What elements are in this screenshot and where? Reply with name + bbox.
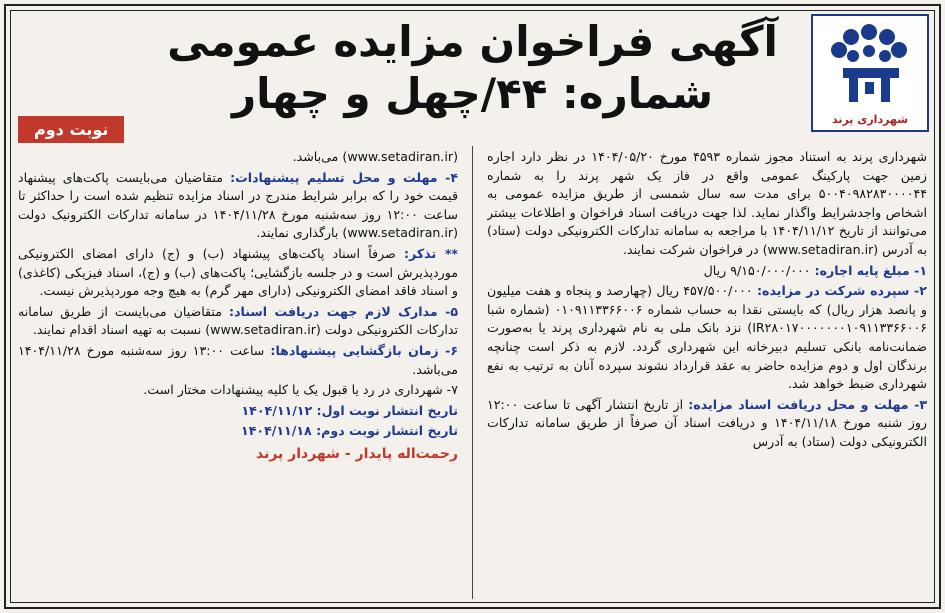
- item-2-heading: ۲- سپرده شرکت در مزایده:: [756, 283, 927, 299]
- first-publish-date: تاریخ انتشار نوبت اول: ۱۴۰۴/۱۱/۱۲: [241, 402, 458, 418]
- page-title: [150, 16, 795, 120]
- title-line-1: آگهی فراخوان مزایده عمومی: [167, 17, 778, 66]
- right-column: [487, 148, 927, 600]
- round-badge: نوبت دوم: [18, 116, 124, 143]
- title-line-2: شماره: ۴۴/چهل و چهار: [231, 69, 714, 118]
- item-1-heading: ۱- مبلغ پایه اجاره:: [814, 262, 927, 278]
- item-1: [487, 262, 927, 281]
- note-text: صرفاً اسناد پاکت‌های پیشنهاد (ب) و (ج) دارای امضای الکترونیکی موردپذیرش است و در جلسه بازگشایی؛ پاکت‌های (ب) و (ج)، اسناد فیزیکی (کاغذی) و اسناد فاقد امضای الکترونیکی (دارای مهر گرم) به هیچ وجه موردپذیرش نیست.: [18, 245, 458, 299]
- item-6-text: ساعت ۱۳:۰۰ روز سه‌شنبه مورخ ۱۴۰۴/۱۱/۲۸ می‌باشد.: [18, 342, 458, 377]
- item-5-text: متقاضیان می‌بایست از طریق سامانه تدارکات الکترونیکی دولت (www.setadiran.ir) نسبت به تهیه اسناد اقدام نمایند.: [18, 303, 458, 338]
- item-7: ۷- شهرداری در رد یا قبول یک یا کلیه پیشنهادات مختار است.: [143, 382, 458, 398]
- item-6-heading: ۶- زمان بازگشایی پیشنهادها:: [270, 342, 458, 358]
- municipality-logo: [811, 14, 929, 132]
- left-column: [18, 148, 458, 600]
- note-heading: ** تذکر:: [403, 245, 458, 261]
- logo-icon: [819, 20, 921, 110]
- signature: رحمت‌اله پایدار - شهردار پرند: [256, 445, 458, 462]
- note: [18, 245, 458, 301]
- logo-caption: شهرداری پرند: [831, 113, 909, 126]
- item-1-text: ۹/۱۵۰/۰۰۰/۰۰۰ ریال: [703, 262, 811, 278]
- item-3-heading: ۳- مهلت و محل دریافت اسناد مزایده:: [688, 396, 927, 412]
- item-4-text: متقاضیان می‌بایست پاکت‌های پیشنهاد قیمت خود را که برابر شرایط مندرج در اسناد مزایده تنظیم شده است را حداکثر تا ساعت ۱۲:۰۰ روز سه‌شنبه مورخ ۱۴۰۴/۱۱/۲۸ در سامانه تدارکات الکترونیک دولت (www.setadiran.ir) بارگذاری نمایند.: [18, 169, 458, 241]
- item-5-heading: ۵- مدارک لازم جهت دریافت اسناد:: [229, 303, 458, 319]
- second-publish-date: تاریخ انتشار نوبت دوم: ۱۴۰۴/۱۱/۱۸: [241, 423, 458, 439]
- item-5: [18, 303, 458, 340]
- item-2: [487, 282, 927, 394]
- item-3: [487, 396, 927, 452]
- item-2-text: ۴۵۷/۵۰۰/۰۰۰ ریال (چهارصد و پنجاه و هفت میلیون و پانصد هزار ریال) که بایستی نقدا به حساب شماره ۰۱۰۹۱۱۳۳۶۶۰۰۶ (شماره شبا IR۲۸۰۱۷۰۰۰۰۰۰۰۱۰۹۱۱۳۳۶۶۰۰۶) نزد بانک ملی به نام شهرداری پرند یا به‌صورت ضمانت‌نامه بانکی تسلیم دبیرخانه این شهرداری گردد. لازم به ذکر است چنانچه برندگان اول و دوم مزایده حاضر به عقد قرارداد نشوند سپرده آنان به ترتیب به نفع شهرداری ضبط خواهد شد.: [487, 283, 927, 392]
- item-4-heading: ۴- مهلت و محل تسلیم پیشنهادات:: [230, 169, 458, 185]
- column-divider: [472, 146, 473, 599]
- item-3-continuation: (www.setadiran.ir) می‌باشد.: [292, 149, 458, 164]
- item-6: [18, 342, 458, 379]
- item-4: [18, 169, 458, 243]
- intro-paragraph: شهرداری پرند به استناد مجوز شماره ۴۵۹۳ مورخ ۱۴۰۴/۰۵/۲۰ در نظر دارد اجاره زمین جهت پارکینگ عمومی واقع در فاز یک شهر پرند را به شماره ۵۰۰۴۰۹۸۲۸۳۰۰۰۰۴۴ برای مدت سه سال شمسی از طریق مزایده عمومی به اشخاص واجدشرایط واگذار نماید. لذا جهت دریافت اسناد فراخوان و اطلاعات بیشتر می‌توانند از تاریخ ۱۴۰۴/۱۱/۱۲ با مراجعه به سامانه تدارکات الکترونیکی دولت (ستاد) به آدرس (www.setadiran.ir) در فراخوان شرکت نمایند.: [487, 149, 927, 257]
- item-3-text: از تاریخ انتشار آگهی تا ساعت ۱۲:۰۰ روز شنبه مورخ ۱۴۰۴/۱۱/۱۸ و دریافت اسناد آن صرفاً از طریق سامانه تدارکات الکترونیکی دولت (ستاد) به آدرس: [487, 396, 927, 449]
